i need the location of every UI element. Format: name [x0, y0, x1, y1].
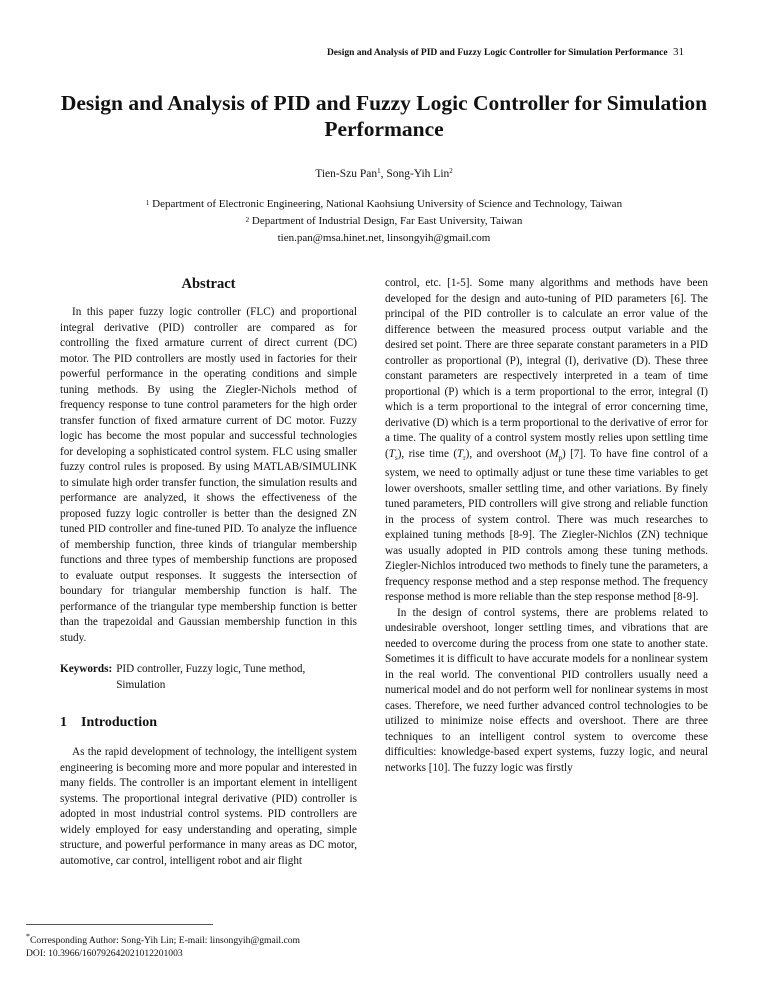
page-number: 31	[673, 46, 684, 58]
running-header	[327, 46, 684, 58]
para-text-segment: ) [7]. To have fine control of a system, we need to optimally adjust or tune these time variables to get lower overshoots, smaller settling time, and other variations. By finely tuned parameters, PID controllers will give strong and reliable function in the process of system control. There was much researches to explained tuning methods [8-9]. The Ziegler-Nichlos (ZN) technique was usually adopted in PID controls among these tuning methods. Ziegler-Nichlos introduced two methods to finely tune the parameters, a frequency response method and a step response method. The frequency response method is more reliable than the step response method [8-9].	[385, 447, 708, 604]
para-text-segment: ), and overshoot (	[465, 447, 550, 460]
author-emails: tien.pan@msa.hinet.net, linsongyih@gmail.com	[277, 232, 491, 244]
author-1-mark: 1	[377, 167, 381, 175]
author-2: Song-Yih Lin	[386, 168, 450, 180]
affiliations	[0, 196, 768, 247]
intro-paragraph-3: In the design of control systems, there are problems related to undesirable overshoot, longer settling times, and vibrations that are needed to overcome during the process from one state to another state. Sometimes it is difficult to have accurate models for a nonlinear system in the real world. The conventional PID controllers usually need a numerical model and do not perform well for nonlinear systems in most cases. Therefore, we need further advanced control technologies to be utilized to minimize noise effects and overshoot. There are three techniques to an intelligent control system to overcome these difficulties: knowledge-based expert systems, fuzzy logic, and neural networks [10]. The fuzzy logic was firstly	[385, 606, 708, 774]
author-separator: ,	[380, 168, 387, 180]
rise-time-symbol: T	[457, 447, 464, 460]
left-column	[60, 276, 357, 869]
footnote	[26, 924, 426, 960]
paper-title: Design and Analysis of PID and Fuzzy Logic Controller for Simulation Performance	[60, 91, 708, 141]
abstract-heading: Abstract	[181, 276, 236, 292]
section-heading	[60, 715, 357, 731]
footnote-author: Corresponding Author: Song-Yih Lin; E-mail: linsongyih@gmail.com	[30, 935, 300, 947]
overshoot-subscript: p	[558, 453, 563, 462]
affiliation-2-text: Department of Industrial Design, Far East University, Taiwan	[251, 215, 523, 227]
author-line	[0, 168, 768, 180]
para-text-segment: ), rise time (	[397, 447, 458, 460]
footnote-mark: *	[26, 932, 30, 941]
para-text-segment: control, etc. [1-5]. Some many algorithms and methods have been developed for the design and auto-tuning of PID parameters [6]. The principal of the PID controller is to calculate an error value of the difference between the measured process output variable and the desired set point. There are three separate constant parameters in a PID controller as proportional (P), integral (I), derivative (D). These three constant parameters are respectively interpreted in a team of time proportional (P) which is a term proportional to the error, integral (I) which is a term proportional to the integral of error concerning time, derivative (D) which is a term proportional to the derivative of error for a time. The quality of a control system mostly relies upon settling time (	[385, 277, 708, 460]
rise-time-subscript: r	[463, 453, 466, 462]
keywords-label: Keywords:	[60, 663, 113, 675]
footnote-rule	[26, 924, 213, 925]
footnote-author-line	[26, 930, 426, 947]
footnote-doi: DOI: 10.3966/160792642021012201003	[26, 948, 183, 960]
section-title: Introduction	[81, 715, 157, 730]
keywords	[60, 662, 357, 693]
keywords-text: PID controller, Fuzzy logic, Tune method, Simulation	[116, 663, 306, 691]
affiliation-2-mark: 2	[245, 216, 250, 224]
running-title: Design and Analysis of PID and Fuzzy Logic Controller for Simulation Performance	[326, 48, 668, 58]
affiliation-1	[0, 196, 768, 213]
abstract-text: In this paper fuzzy logic controller (FLC) and proportional integral derivative (PID) controller are compared as for controlling the fixed armature current of direct current (DC) motor. The PID controllers are mostly used in factories for their powerful performance in the operating conditions and simple tuning methods. By using the Ziegler-Nichols method of frequency response to tune control parameters for the high order transfer function of fixed armature current of DC motor. Fuzzy logic has become the most popular and successful technologies for developing a sophisticated control system. FLC using smaller fuzzy control rules is proposed. By using MATLAB/SIMULINK to simulate high order transfer function, the simulation results and performance are analyzed, it shows the effectiveness of the proposed fuzzy logic controller is better than the designed ZN tuned PID controller and fine-tuned PID. To analyze the influence of membership function, three kinds of triangular membership functions and three types of membership functions are proposed to evaluate output responses. It suggests the intersection of boundary for triangular membership function is half. The performance of the triangular type membership function is better than the trapezoidal and Gaussian membership function in this study.	[60, 306, 357, 644]
settling-time-symbol: T	[388, 447, 395, 460]
intro-paragraph-2	[385, 276, 708, 606]
overshoot-symbol: M	[549, 447, 559, 460]
intro-paragraph-1: As the rapid development of technology, the intelligent system engineering is becoming more and more popular and interested in many fields. The controller is an important element in intelligent systems. The proportional integral derivative (PID) controller is adopted in most industrial control systems. PID controllers are widely employed for easy understanding and operating, simple structure, and powerful performance in many areas as DC motor, automotive, car control, intelligent robot and air flight	[60, 746, 357, 867]
settling-time-subscript: s	[394, 453, 398, 462]
affiliation-2	[0, 213, 768, 230]
section-number: 1	[60, 715, 67, 730]
affiliation-1-mark: 1	[145, 199, 150, 207]
author-1: Tien-Szu Pan	[315, 168, 378, 180]
affiliation-1-text: Department of Electronic Engineering, National Kaohsiung University of Science and Technology, Taiwan	[152, 198, 623, 210]
author-2-mark: 2	[449, 167, 453, 175]
right-column	[385, 276, 708, 776]
